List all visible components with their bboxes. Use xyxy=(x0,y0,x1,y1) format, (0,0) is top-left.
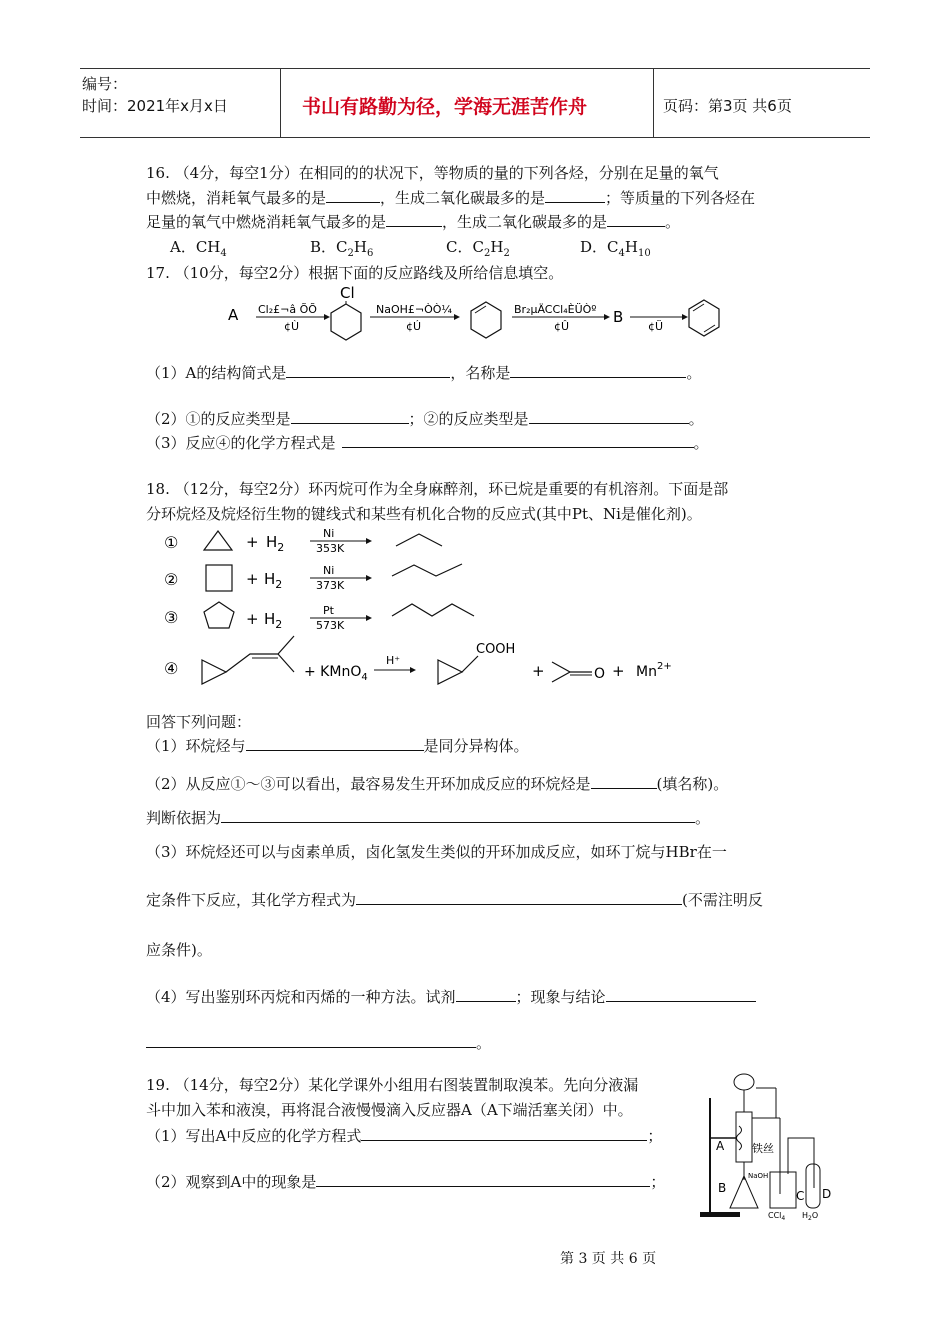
label-a: A xyxy=(716,1139,725,1153)
subscript: 2 xyxy=(277,541,285,554)
q18-text: (填名称)。 xyxy=(656,775,729,793)
q17-text: 。 xyxy=(688,410,704,428)
q16-line3 xyxy=(146,211,680,232)
q19-intro-line2: 斗中加入苯和液溴，再将混合液慢慢滴入反应器A（A下端活塞关闭）中。 xyxy=(146,1101,633,1119)
plus-sign: + xyxy=(246,570,259,588)
q19-text: ； xyxy=(647,1127,663,1145)
q18-text: 定条件下反应，其化学方程式为 xyxy=(146,891,357,909)
q17-text: （2）①的反应类型是 xyxy=(146,410,291,428)
answer-blank[interactable] xyxy=(146,1033,476,1048)
iron-wire xyxy=(737,1126,742,1150)
q18-text: (不需注明反 xyxy=(682,891,763,909)
q18-intro-line2: 分环烷烃及烷烃衍生物的键线式和某些有机化合物的反应式(其中Pt、Ni是催化剂)。 xyxy=(146,505,702,523)
answer-blank[interactable] xyxy=(456,987,516,1002)
q19-text: ； xyxy=(650,1173,666,1191)
butane-structure xyxy=(392,564,462,576)
temperature-label: 353K xyxy=(316,542,345,555)
superscript: 2+ xyxy=(656,661,672,672)
label-naoh: NaOH xyxy=(748,1172,769,1180)
chlorine-label: Cl xyxy=(340,284,355,302)
acetone-structure xyxy=(552,662,570,682)
subscript: 10 xyxy=(637,248,651,259)
h2-text: H xyxy=(266,533,278,551)
q18-part2 xyxy=(146,773,728,794)
subscript: 4 xyxy=(220,248,227,259)
chlorocyclohexane-structure xyxy=(331,304,361,340)
cyclopropane-structure xyxy=(204,531,232,550)
cyclobutane-structure xyxy=(206,565,232,591)
q16-text: 中燃烧，消耗氧气最多的是 xyxy=(146,189,327,207)
flask-b xyxy=(730,1176,758,1208)
pentane-structure xyxy=(392,604,474,616)
q16-text: ；等质量的下列各烃在 xyxy=(605,189,756,207)
q18-text: （2）从反应①～③可以看出，最容易发生开环加成反应的环烷烃是 xyxy=(146,775,591,793)
reaction-number: ② xyxy=(164,570,179,589)
methyl-branch xyxy=(278,654,294,672)
header-right-cell xyxy=(653,69,870,137)
q19-text: （1）写出A中反应的化学方程式 xyxy=(146,1127,362,1145)
subscript: 6 xyxy=(366,248,374,259)
q16-option-a xyxy=(170,236,227,259)
arrow-head xyxy=(366,615,372,621)
page-header xyxy=(80,68,870,138)
answer-blank[interactable] xyxy=(361,1126,647,1141)
q19-part1 xyxy=(146,1125,662,1146)
answer-blank[interactable] xyxy=(607,212,665,227)
answer-blank[interactable] xyxy=(510,363,686,378)
h2-text: H xyxy=(264,570,276,588)
q19-part2 xyxy=(146,1171,665,1192)
plus-sign: + xyxy=(246,610,259,628)
temperature-label: 373K xyxy=(316,579,345,592)
header-left-cell xyxy=(80,69,281,137)
answer-blank[interactable] xyxy=(291,409,409,424)
h2o-text: O xyxy=(811,1211,819,1220)
label-c: C xyxy=(796,1189,805,1203)
q18-part2-reason xyxy=(146,807,710,828)
arrow4-head xyxy=(682,314,688,320)
cyclohexadiene-structure xyxy=(689,300,719,336)
label-iron-wire: 铁丝 xyxy=(752,1142,774,1155)
subscript: 2 xyxy=(275,578,283,591)
q17-reaction-scheme xyxy=(220,280,740,356)
arrow1-top: Cl₂£¬â ÕÕ xyxy=(258,303,317,316)
reactor-a xyxy=(736,1112,752,1162)
answer-blank[interactable] xyxy=(316,1172,650,1187)
manganese-ion xyxy=(636,661,672,680)
mn-text: Mn xyxy=(636,664,657,680)
arrow2-head xyxy=(454,314,460,320)
q16-line1: 16. （4分，每空1分）在相同的的状况下，等物质的量的下列各烃，分别在足量的氧气 xyxy=(146,164,719,182)
q17-text: 。 xyxy=(686,364,702,382)
q16-option-d xyxy=(580,236,651,259)
q17-part1 xyxy=(146,362,701,383)
date-label: 时间：2021年x月x日 xyxy=(82,97,228,115)
arrow4-bottom: ¢Ü xyxy=(648,320,664,333)
q18-text: （1）环烷烃与 xyxy=(146,737,246,755)
option-text: C．C xyxy=(446,238,484,256)
answer-blank[interactable] xyxy=(221,808,695,823)
q17-text: （1）A的结构简式是 xyxy=(146,364,287,382)
q18-reactions xyxy=(160,524,700,694)
answer-blank[interactable] xyxy=(326,188,380,203)
q16-text: 。 xyxy=(665,213,681,231)
arrow1-bottom: ¢Ù xyxy=(284,320,300,333)
cyclopentane-structure xyxy=(204,602,234,628)
q17-text: （3）反应④的化学方程式是 xyxy=(146,434,336,452)
answer-blank[interactable] xyxy=(606,987,756,1002)
carboxyl-bond xyxy=(462,656,478,672)
answer-blank[interactable] xyxy=(356,890,682,905)
q16-text: 足量的氧气中燃烧消耗氧气最多的是 xyxy=(146,213,387,231)
subscript: 4 xyxy=(781,1215,786,1222)
q18-text: （4）写出鉴别环丙烷和丙烯的一种方法。试剂 xyxy=(146,988,456,1006)
subscript: 2 xyxy=(347,248,354,259)
separatory-funnel xyxy=(734,1074,754,1090)
h2o-text: H xyxy=(802,1211,809,1220)
answer-blank[interactable] xyxy=(529,409,689,424)
q17-part3 xyxy=(146,432,709,453)
subscript: 2 xyxy=(275,618,283,631)
label-ccl4 xyxy=(768,1211,785,1222)
cyclopropyl-structure xyxy=(202,660,226,684)
arrow1-head xyxy=(324,314,330,320)
answer-blank[interactable] xyxy=(591,774,657,789)
arrow3-head xyxy=(604,314,610,320)
ccl4-text: CCl xyxy=(768,1211,782,1220)
bromobenzene-apparatus xyxy=(696,1068,836,1228)
q16-line2 xyxy=(146,187,755,208)
catalyst-label: Pt xyxy=(323,604,334,617)
answer-blank[interactable] xyxy=(342,433,694,448)
cooh-label: COOH xyxy=(476,642,516,657)
catalyst-label: Ni xyxy=(323,527,335,540)
reaction-number: ④ xyxy=(164,659,179,678)
q16-option-b xyxy=(310,236,373,259)
q16-text: ，生成二氧化碳最多的是 xyxy=(442,213,608,231)
catalyst-label: H⁺ xyxy=(386,654,401,667)
q17-intro: 17. （10分，每空2分）根据下面的反应路线及所给信息填空。 xyxy=(146,264,564,282)
stand-base xyxy=(700,1212,740,1217)
q18-intro-line1: 18. （12分，每空2分）环丙烷可作为全身麻醉剂，环已烷是重要的有机溶剂。下面是部 xyxy=(146,480,729,498)
q19-intro-line1: 19. （14分，每空2分）某化学课外小组用右图装置制取溴苯。先向分液漏 xyxy=(146,1076,639,1094)
connecting-tube xyxy=(788,1138,814,1188)
q18-answer-intro: 回答下列问题： xyxy=(146,713,252,731)
h2-text: H xyxy=(264,610,276,628)
q18-text: 判断依据为 xyxy=(146,809,222,827)
page-label: 页码：第3页 共6页 xyxy=(663,97,792,115)
scheme-b: B xyxy=(613,308,624,326)
q18-text: 。 xyxy=(476,1034,492,1052)
reaction-number: ① xyxy=(164,533,179,552)
reaction-number: ③ xyxy=(164,608,179,627)
label-b: B xyxy=(718,1181,727,1195)
arrow2-top: NaOH£¬ÒÒ¼ xyxy=(376,303,453,316)
option-text: H xyxy=(624,238,638,256)
q17-text: ；②的反应类型是 xyxy=(408,410,529,428)
plus-sign: + xyxy=(532,662,545,680)
hydrogen-label xyxy=(264,570,282,591)
answer-blank[interactable] xyxy=(286,363,450,378)
plus-sign: + xyxy=(246,533,259,551)
option-text: H xyxy=(490,238,504,256)
q18-part1 xyxy=(146,735,529,756)
answer-blank[interactable] xyxy=(545,188,605,203)
alkene-chain xyxy=(226,636,294,672)
q17-part2 xyxy=(146,408,704,429)
oxygen-label: O xyxy=(594,666,606,682)
q16-text: ，生成二氧化碳最多的是 xyxy=(380,189,546,207)
hydrogen-label xyxy=(266,533,284,554)
header-motto-cell xyxy=(280,69,654,137)
number-label: 编号： xyxy=(82,75,128,93)
bottle-c xyxy=(770,1172,796,1208)
answer-blank[interactable] xyxy=(246,736,424,751)
subscript: 2 xyxy=(503,248,510,259)
answer-blank[interactable] xyxy=(386,212,442,227)
subscript: 4 xyxy=(361,672,368,683)
q18-part4 xyxy=(146,986,756,1007)
q18-part3-line2 xyxy=(146,889,763,910)
subscript: 4 xyxy=(618,248,625,259)
q17-text: 。 xyxy=(693,434,709,452)
option-text: H xyxy=(353,238,367,256)
q18-part3-line3: 应条件)。 xyxy=(146,941,212,959)
scheme-a: A xyxy=(228,306,239,324)
label-h2o xyxy=(802,1211,818,1222)
q18-part3-line1: （3）环烷烃还可以与卤素单质，卤化氢发生类似的开环加成反应，如环丁烷与HBr在一 xyxy=(146,843,727,861)
q18-text: ；现象与结论 xyxy=(515,988,606,1006)
option-text: A．CH xyxy=(170,238,221,256)
q17-text: ，名称是 xyxy=(450,364,511,382)
kmno4-label xyxy=(304,664,368,683)
catalyst-label: Ni xyxy=(323,564,335,577)
label-d: D xyxy=(822,1187,832,1201)
arrow-head xyxy=(410,667,416,673)
arrow-head xyxy=(366,575,372,581)
hydrogen-label xyxy=(264,610,282,631)
plus-sign: + xyxy=(612,662,625,680)
subscript: 2 xyxy=(483,248,491,259)
cyclopropane-acid-structure xyxy=(438,660,462,684)
q18-text: 。 xyxy=(695,809,711,827)
arrow3-top: Br₂µÄCCl₄ÈÜÒº xyxy=(514,303,597,316)
subscript: 2 xyxy=(808,1215,812,1222)
test-tube-d xyxy=(806,1164,820,1208)
q16-option-c xyxy=(446,236,510,259)
temperature-label: 573K xyxy=(316,619,345,632)
option-text: D．C xyxy=(580,238,619,256)
q18-part4-line2 xyxy=(146,1032,491,1053)
propane-structure xyxy=(396,534,442,546)
kmno4-text: + KMnO xyxy=(304,664,362,680)
option-text: B．C xyxy=(310,238,348,256)
arrow-head xyxy=(366,538,372,544)
arrow2-bottom: ¢Ú xyxy=(406,320,422,333)
cyclohexene-structure xyxy=(471,302,501,338)
q19-text: （2）观察到A中的现象是 xyxy=(146,1173,317,1191)
page-footer: 第 3 页 共 6 页 xyxy=(560,1251,657,1267)
q18-text: 是同分异构体。 xyxy=(423,737,529,755)
motto: 书山有路勤为径，学海无涯苦作舟 xyxy=(302,96,588,118)
arrow3-bottom: ¢Û xyxy=(554,320,570,333)
